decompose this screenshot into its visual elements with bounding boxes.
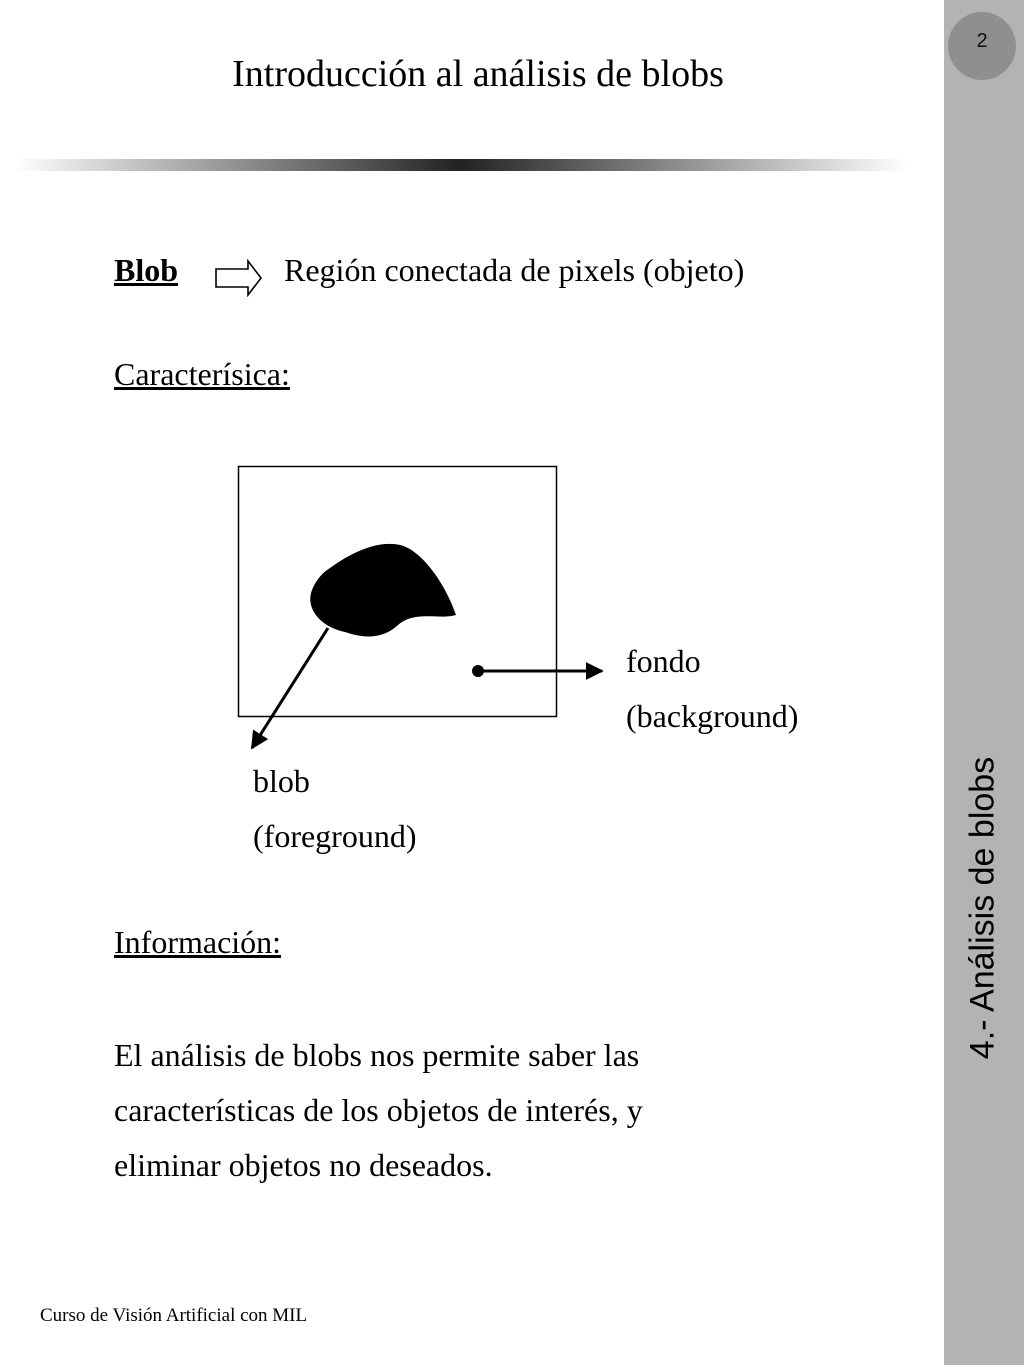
info-line: características de los objetos de interés, y [114, 1092, 643, 1128]
characteristic-heading: Caracterísica: [114, 356, 290, 392]
definition-text: Región conectada de pixels (objeto) [284, 252, 745, 288]
footer-course-name: Curso de Visión Artificial con MIL [40, 1305, 308, 1326]
slide-title: Introducción al análisis de blobs [232, 53, 724, 95]
sidebar-section-title: 4.- Análisis de blobs [963, 756, 1002, 1060]
page-number-badge [948, 12, 1016, 80]
info-heading: Información: [114, 924, 282, 960]
blob-term: Blob [114, 252, 179, 288]
background-label [626, 634, 798, 744]
blob-label-line2: (foreground) [253, 818, 417, 854]
info-line: El análisis de blobs nos permite saber las [114, 1037, 640, 1073]
background-label-line1: fondo [626, 643, 701, 679]
page-number: 2 [976, 29, 988, 52]
background-label-line2: (background) [626, 698, 799, 734]
info-paragraph [114, 1028, 734, 1193]
blob-label-line1: blob [253, 763, 310, 799]
blob-label [253, 754, 416, 864]
sidebar [944, 0, 1024, 1365]
info-line: eliminar objetos no deseados. [114, 1147, 493, 1183]
